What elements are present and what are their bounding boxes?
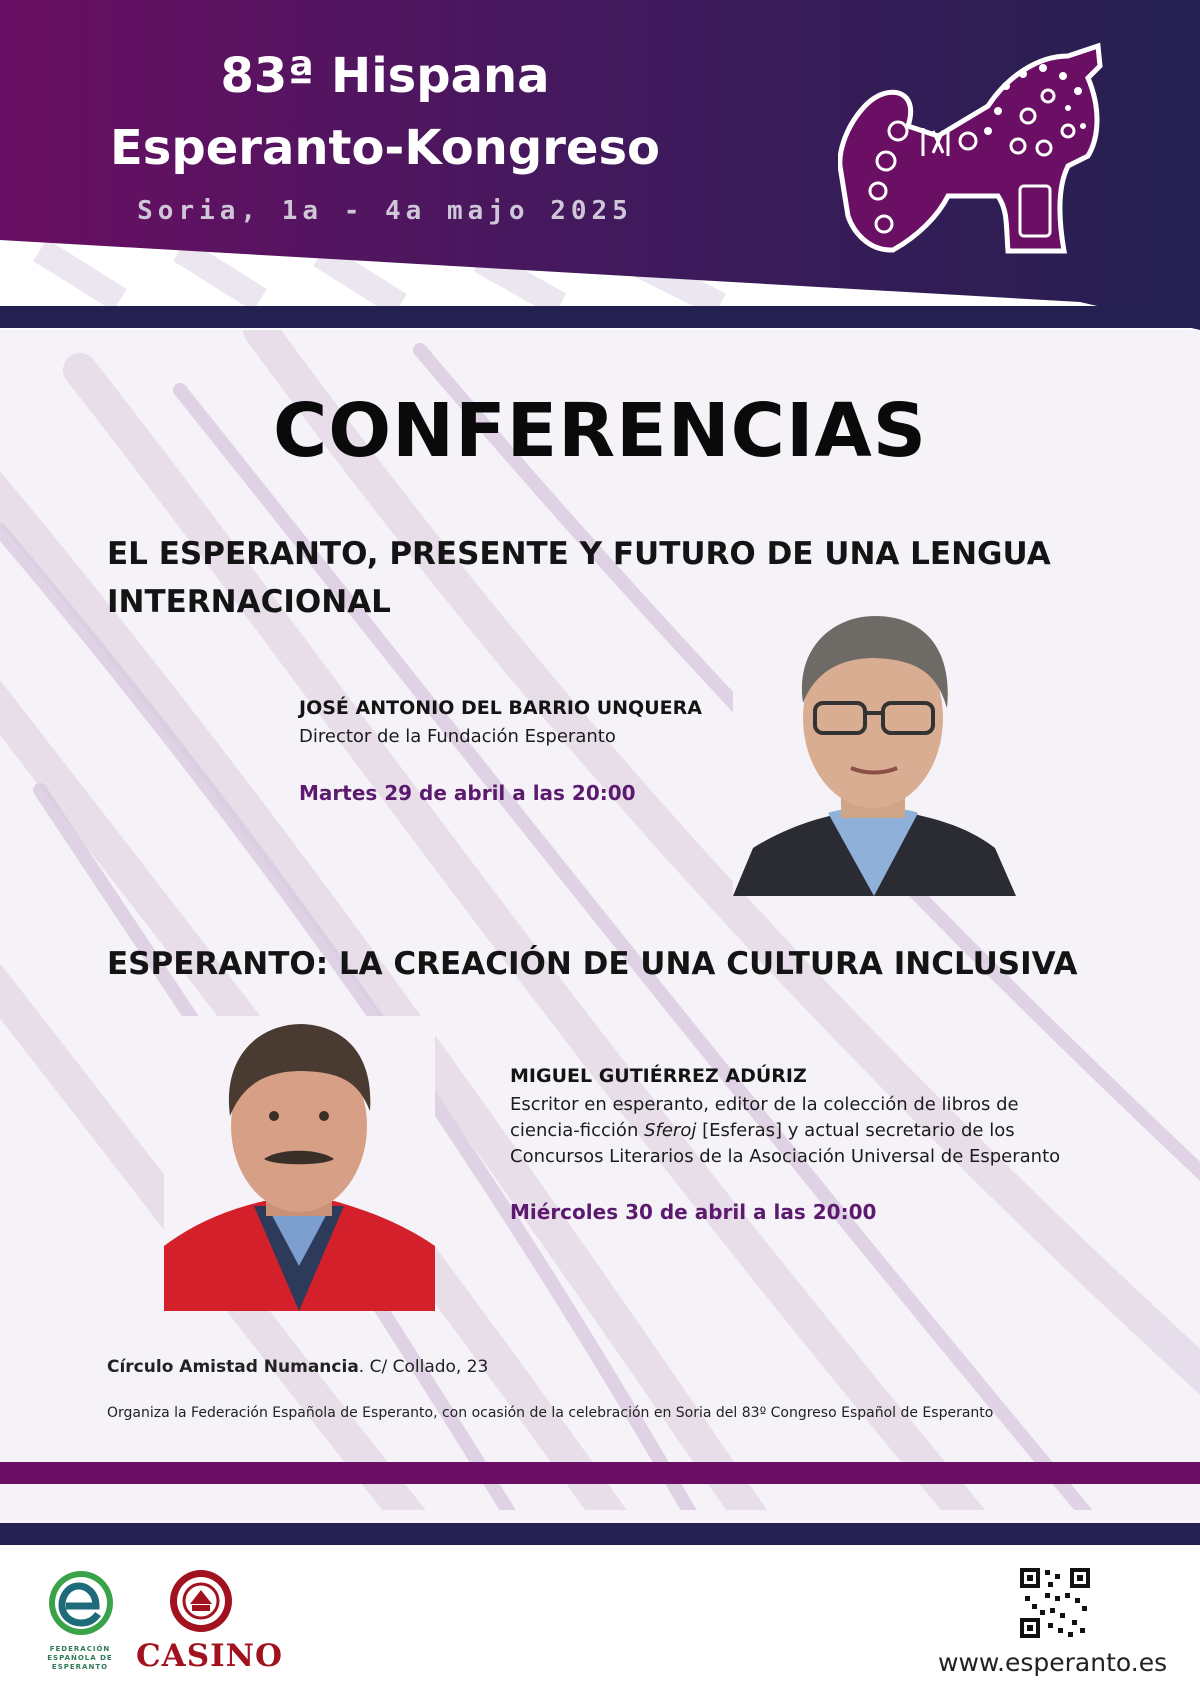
header-title-line2: Esperanto-Kongreso (110, 120, 660, 176)
venue-name: Círculo Amistad Numancia (107, 1357, 359, 1377)
talk-2-speaker-role-line3: Concursos Literarios de la Asociación Universal de Esperanto (510, 1146, 1061, 1167)
talk-2-speaker-name: MIGUEL GUTIÉRREZ ADÚRIZ (510, 1065, 807, 1087)
venue (107, 1357, 488, 1377)
talk-2-title: ESPERANTO: LA CREACIÓN DE UNA CULTURA INCLUSIVA (107, 946, 1078, 982)
qr-code-icon (1020, 1568, 1090, 1638)
background-swooshes (0, 330, 1200, 1510)
talk-1-speaker-role: Director de la Fundación Esperanto (299, 726, 616, 747)
website-link[interactable]: www.esperanto.es (938, 1648, 1168, 1677)
footer-bar-navy (0, 1523, 1200, 1545)
federacion-logo-text: FEDERACIÓN ESPAÑOLA DE ESPERANTO (47, 1645, 113, 1671)
venue-address: . C/ Collado, 23 (358, 1357, 489, 1377)
header-subtitle: Soria, 1a - 4a majo 2025 (137, 196, 633, 226)
organizer-note: Organiza la Federación Española de Esperanto, con ocasión de la celebración en Soria del 83º Congreso Español de Esperanto (107, 1405, 994, 1421)
federacion-logo-icon (46, 1568, 116, 1638)
footer-bar-purple (0, 1462, 1200, 1484)
talk-1-date: Martes 29 de abril a las 20:00 (299, 781, 636, 805)
speaker-1-photo (733, 608, 1016, 896)
talk-2-speaker-role-line2: ciencia-ficción Sferoj [Esferas] y actual secretario de los (510, 1120, 1015, 1141)
horse-emblem-icon (838, 36, 1148, 276)
talk-1-speaker-name: JOSÉ ANTONIO DEL BARRIO UNQUERA (299, 697, 702, 719)
talk-2-speaker-role-line1: Escritor en esperanto, editor de la colección de libros de (510, 1094, 1019, 1115)
talk-2-date: Miércoles 30 de abril a las 20:00 (510, 1200, 877, 1224)
header-title-line1: 83ª Hispana (220, 48, 550, 104)
casino-emblem-icon (168, 1568, 234, 1634)
casino-logo-text: CASINO (136, 1638, 283, 1674)
talk-1-title: EL ESPERANTO, PRESENTE Y FUTURO DE UNA LENGUA INTERNACIONAL (107, 536, 1051, 620)
speaker-2-photo (164, 1016, 435, 1311)
page-title: CONFERENCIAS (272, 388, 928, 474)
